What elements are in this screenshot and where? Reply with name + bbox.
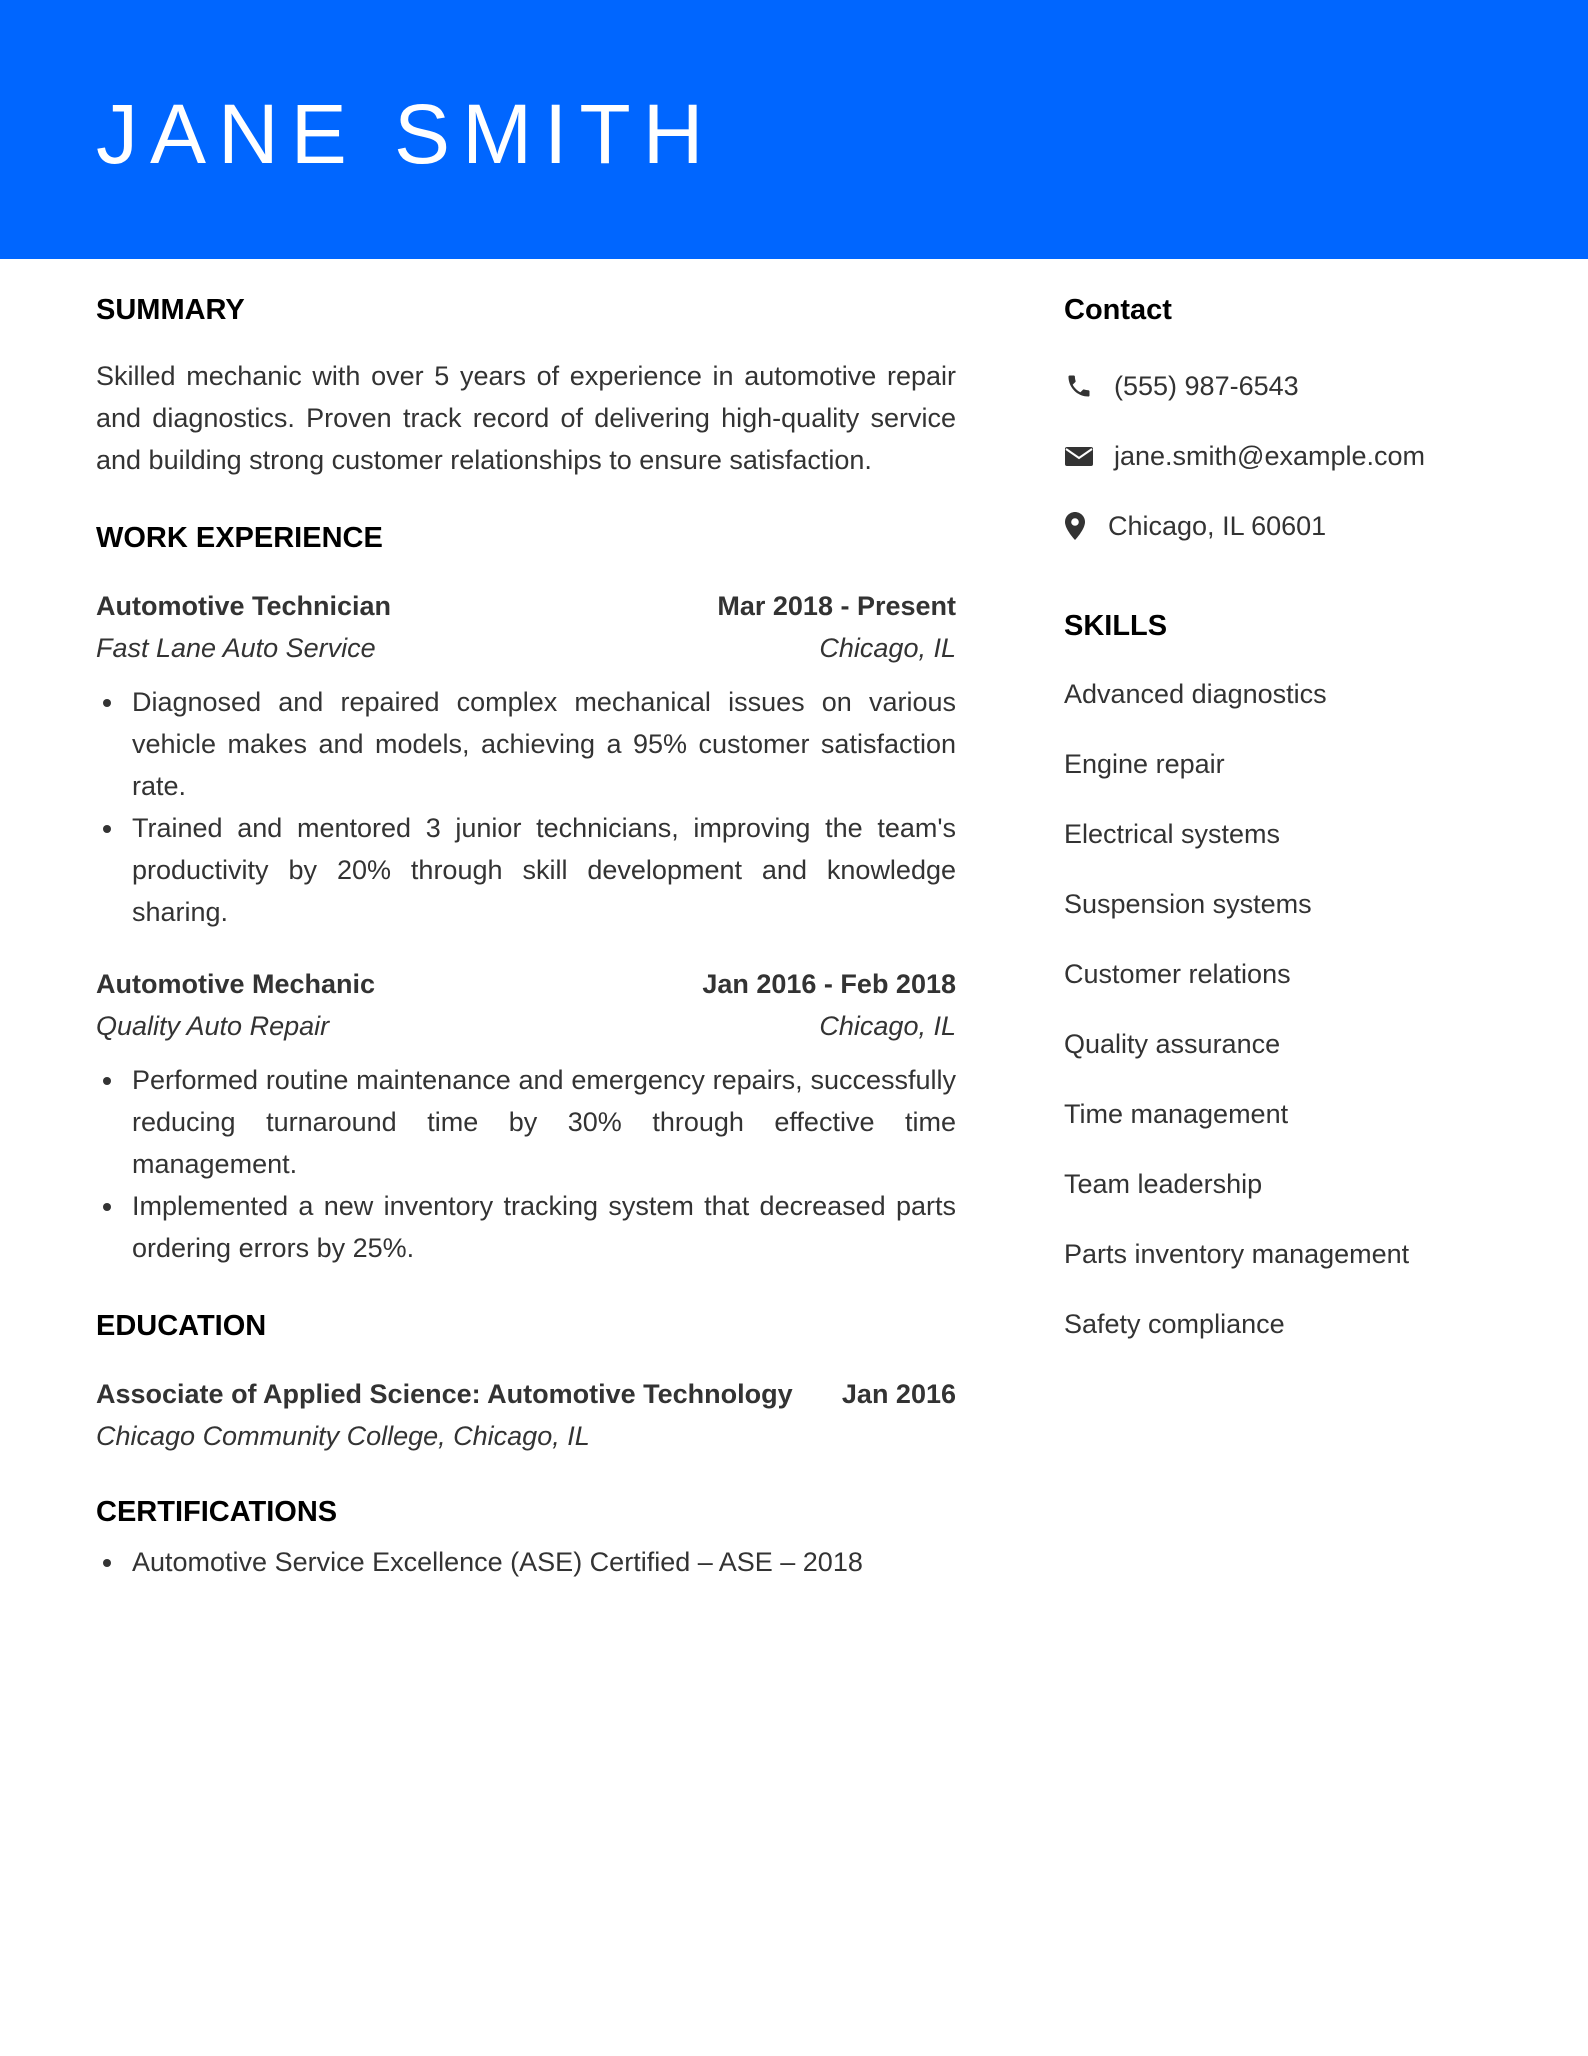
work-experience-heading: WORK EXPERIENCE [96, 522, 383, 554]
job-role: Automotive Mechanic [96, 969, 376, 999]
job-bullet [96, 1059, 956, 1185]
skill-item: Time management [1064, 1099, 1289, 1129]
job-dates: Jan 2016 - Feb 2018 [702, 969, 956, 999]
job-bullet-text: Implemented a new inventory tracking system that decreased parts ordering errors by 25%. [132, 1191, 956, 1263]
education-heading: EDUCATION [96, 1310, 267, 1342]
job-bullet-text: Diagnosed and repaired complex mechanical issues on various vehicle makes and models, achieving a 95% customer satisfaction rate. [132, 687, 956, 801]
job-subheader [96, 1005, 956, 1047]
certification-item [96, 1541, 956, 1583]
job-header [96, 585, 956, 627]
job-bullet-text: Trained and mentored 3 junior technicians, improving the team's productivity by 20% through skill development and knowledge sharing. [132, 813, 956, 927]
summary-text: Skilled mechanic with over 5 years of experience in automotive repair and diagnostics. Proven track record of delivering high-quality service and building strong customer relationships to ensure satisfaction. [96, 361, 956, 475]
phone-icon [1064, 371, 1094, 401]
education-degree: Associate of Applied Science: Automotive Technology [96, 1379, 793, 1409]
job-location: Chicago, IL [819, 633, 956, 663]
job-bullets [96, 681, 956, 933]
header-banner [0, 0, 1588, 259]
main-column [96, 259, 956, 1583]
job-bullet-text: Performed routine maintenance and emergency repairs, successfully reducing turnaround time by 30% through effective time management. [132, 1065, 956, 1179]
job-company: Fast Lane Auto Service [96, 633, 376, 663]
job-entry [96, 963, 956, 1269]
job-role: Automotive Technician [96, 591, 392, 621]
bullet-dot [103, 1077, 111, 1085]
skill-item: Customer relations [1064, 959, 1291, 989]
contact-location [1064, 505, 1524, 547]
skill-item: Electrical systems [1064, 819, 1281, 849]
skills-heading: SKILLS [1064, 610, 1168, 642]
contact-location-text: Chicago, IL 60601 [1108, 511, 1327, 541]
contact-email-text: jane.smith@example.com [1114, 441, 1426, 471]
bullet-dot [103, 1203, 111, 1211]
map-pin-icon [1064, 511, 1086, 541]
skill-item: Engine repair [1064, 749, 1225, 779]
job-company: Quality Auto Repair [96, 1011, 330, 1041]
bullet-dot [103, 825, 111, 833]
job-bullets [96, 1059, 956, 1269]
job-header [96, 963, 956, 1005]
contact-heading: Contact [1064, 294, 1172, 326]
sidebar-column [1064, 259, 1524, 1345]
contact-phone-text: (555) 987-6543 [1114, 371, 1299, 401]
envelope-icon [1064, 441, 1094, 471]
certification-text: Automotive Service Excellence (ASE) Certified – ASE – 2018 [132, 1547, 863, 1577]
job-bullet [96, 681, 956, 807]
bullet-dot [103, 1559, 111, 1567]
job-subheader [96, 627, 956, 669]
certifications-heading: CERTIFICATIONS [96, 1496, 338, 1528]
job-entry [96, 585, 956, 933]
job-bullet [96, 1185, 956, 1269]
job-location: Chicago, IL [819, 1011, 956, 1041]
education-date: Jan 2016 [841, 1379, 956, 1409]
education-header [96, 1373, 956, 1415]
job-bullet [96, 807, 956, 933]
skill-item: Team leadership [1064, 1169, 1263, 1199]
education-school: Chicago Community College, Chicago, IL [96, 1421, 590, 1451]
certifications-list [96, 1541, 956, 1583]
education-entry [96, 1373, 956, 1457]
education-subheader [96, 1415, 956, 1457]
bullet-dot [103, 699, 111, 707]
skill-item: Safety compliance [1064, 1309, 1285, 1339]
summary-heading: SUMMARY [96, 294, 245, 326]
contact-email [1064, 435, 1524, 477]
job-dates: Mar 2018 - Present [717, 591, 956, 621]
candidate-name: JANE SMITH [96, 87, 716, 181]
skill-item: Advanced diagnostics [1064, 679, 1327, 709]
skill-item: Parts inventory management [1064, 1239, 1410, 1269]
skill-item: Suspension systems [1064, 889, 1312, 919]
contact-phone [1064, 365, 1524, 407]
skill-item: Quality assurance [1064, 1029, 1281, 1059]
